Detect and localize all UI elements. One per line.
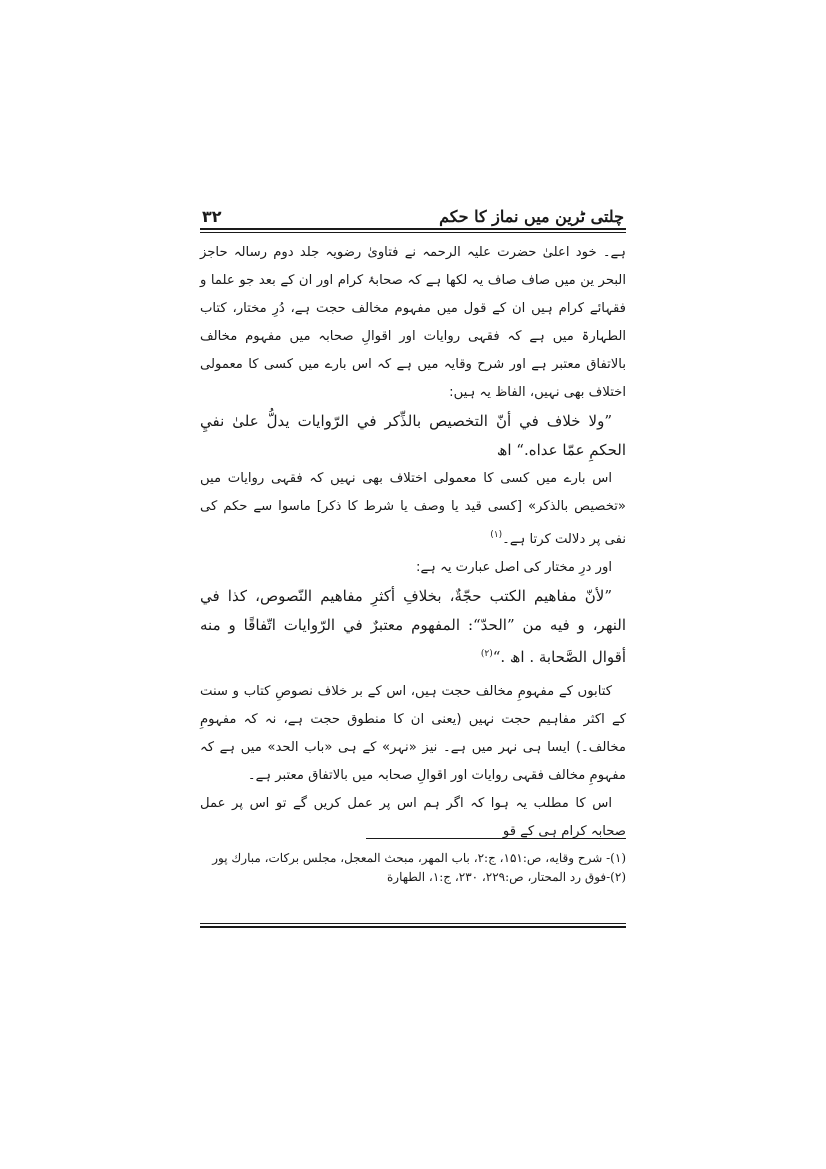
paragraph-3: اور درِ مختار کی اصل عبارت یہ ہے: [416,560,612,575]
arabic-quote-1: ”ولا خلاف في أنّ التخصيص بالذِّكر في الرّوايات يدلُّ علىٰ نفيِ الحكمِ عمّا عداه.“ اھ [200,412,626,459]
paragraph-5: اس کا مطلب یہ ہوا کہ اگر ہم اس پر عمل کریں گے تو اس پر عمل صحابہ کرام ہی کے قو [200,796,626,839]
footnotes [200,838,626,887]
page-number: ۳۲ [202,207,222,226]
footnote-1: (۱)- شرح وقايه، ص:۱۵۱، ج:۲، باب المهر، مبحث المعجل، مجلس بركات، مبارك پور [212,851,626,865]
arabic-quote-2 [200,582,626,672]
footnote-2: (۲)-فوق رد المحتار، ص:۲۲۹، ۲۳۰، ج:۱، الطهارة [387,870,626,884]
book-page [200,196,626,936]
paragraph-4: کتابوں کے مفہومِ مخالف حجت ہیں، اس کے بر خلاف نصوصِ کتاب و سنت کے اکثر مفاہیم حجت نہیں (یعنی ان کا منطوق حجت ہے، نہ کہ مفہومِ مخالف۔) ایسا ہی نہر میں ہے۔ نیز «نہر» کے ہی «باب الحد» میں ہے کہ مفہومِ مخالف فقہی روایات اور اقوالِ صحابہ میں بالاتفاق معتبر ہے۔ [200,684,626,783]
main-text [200,233,626,846]
footnote-ref-2: (۲) [480,649,493,659]
footer-rule [200,923,626,928]
paragraph-2 [200,465,626,554]
paragraph-2-text: اس بارے میں کسی کا معمولی اختلاف بھی نہیں کہ فقہی روایات میں «تخصیص بالذکر» [کسی قید یا وصف یا شرط کا ذکر] ماسوا سے حکم کی نفی پر دلالت کرتا ہے۔ [200,471,626,547]
arabic-quote-2-text: ”لأنّ مفاهيم الكتب حجّةٌ، بخلافِ أكثرِ مفاهيم النّصوص، كذا في النهر، و فيه من ”الحدّ“: المفهوم معتبرٌ في الرّوايات اتّفاقًا و منه أقوال الصَّحابة . اھ .“ [200,587,626,666]
footnote-rule [366,838,626,839]
paragraph-1: ہے۔ خود اعلیٰ حضرت علیہ الرحمہ نے فتاویٰ رضویہ جلد دوم رسالہ حاجز البحر ین میں صاف صاف یہ لکھا ہے کہ صحابۂ کرام اور ان کے بعد جو علما و فقہائے کرام ہیں ان کے قول میں مفہوم مخالف حجت ہے، دُرِ مختار، کتاب الطہارۃ میں ہے کہ فقہی روایات اور اقوالِ صحابہ میں مفہوم مخالف بالاتفاق معتبر ہے اور شرح وقایہ میں ہے کہ اس بارے میں کسی کا معمولی اختلاف بھی نہیں، الفاظ یہ ہیں: [200,245,626,400]
running-header [200,196,626,228]
footnote-ref-1: (۱) [490,530,503,540]
running-title: چلتی ٹرین میں نماز کا حکم [439,207,624,226]
